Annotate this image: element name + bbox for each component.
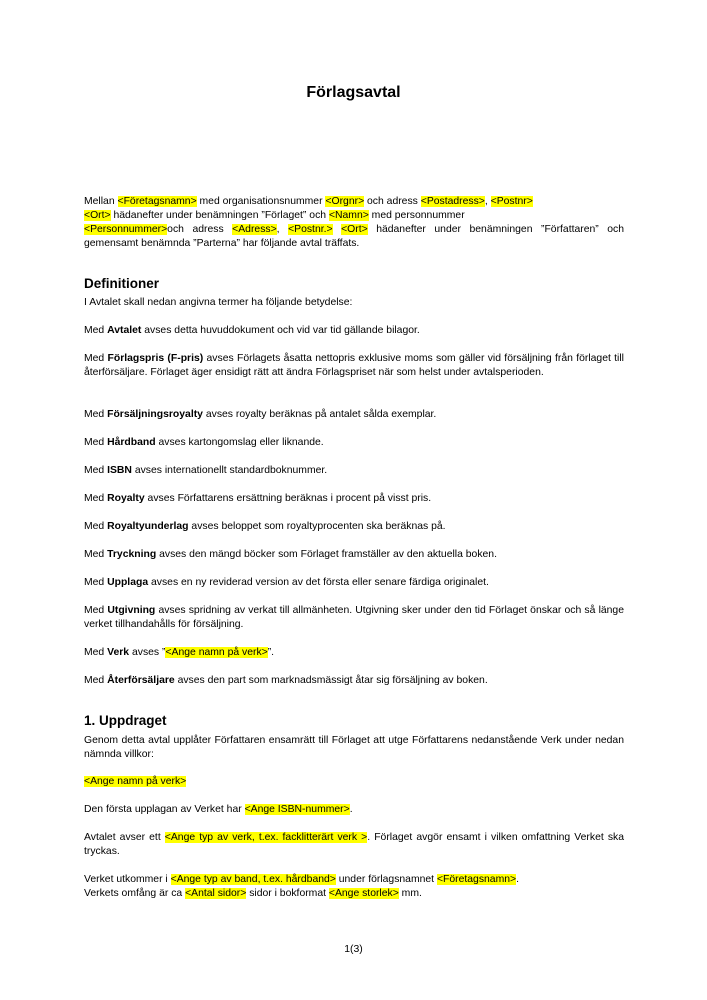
- placeholder-verk-type: <Ange typ av verk, t.ex. facklitterärt verk >: [164, 832, 368, 843]
- definition-text: avses den part som marknadsmässigt åtar sig försäljning av boken.: [174, 675, 488, 686]
- section1-paragraph: Genom detta avtal upplåter Författaren ensamrätt till Förlaget att utge Författarens nedanstående Verk under nedan nämnda villkor:: [84, 735, 624, 760]
- placeholder-adress: <Adress>: [232, 223, 277, 235]
- intro-text: Mellan: [84, 196, 118, 207]
- definition-pre: Med: [84, 675, 108, 686]
- section1-format-paragraph: [84, 873, 624, 901]
- definition-text: avses beloppet som royaltyprocenten ska beräknas på.: [188, 521, 446, 532]
- section1-text: .: [349, 804, 353, 815]
- definition-pre: Med: [84, 549, 108, 560]
- section1-type-paragraph: [84, 831, 624, 859]
- definition-item: [84, 604, 624, 632]
- definition-pre: Med: [84, 577, 108, 588]
- definition-text: avses Författarens ersättning beräknas i procent på visst pris.: [144, 493, 432, 504]
- intro-text: och adress: [364, 196, 421, 207]
- definition-item: [84, 520, 624, 534]
- definition-pre: Med: [84, 353, 108, 364]
- placeholder-verk-name: <Ange namn på verk>: [165, 647, 268, 658]
- definition-pre: Med: [84, 605, 108, 616]
- definition-term: Verk: [107, 647, 130, 658]
- definition-item: [84, 436, 624, 450]
- placeholder-ort2: <Ort>: [341, 223, 368, 235]
- definition-item-verk: [84, 646, 624, 660]
- definition-item: [84, 576, 624, 590]
- definition-text: avses Förlagets åsatta nettopris exklusive moms som gäller vid försäljning från förlaget till återförsäljare. Förlaget äger ensidigt rätt att ändra Förlagspriset när som helst under avtalsperioden.: [84, 353, 624, 378]
- definition-pre: Med: [84, 521, 108, 532]
- definition-text: avses internationellt standardboknummer.: [131, 465, 328, 476]
- section1-text: . Förlaget avgör ensamt i vilken omfattning Verket ska tryckas.: [84, 832, 625, 857]
- definition-text: avses detta huvuddokument och vid var tid gällande bilagor.: [141, 325, 420, 336]
- placeholder-personnummer: <Personnummer>: [84, 223, 168, 235]
- definition-pre: Med: [84, 465, 108, 476]
- definition-pre: Med: [84, 325, 108, 336]
- section1-text: .: [516, 874, 519, 885]
- definition-text: avses en ny reviderad version av det första eller senare färdiga originalet.: [148, 577, 489, 588]
- definition-term: Återförsäljare: [107, 675, 175, 686]
- definition-item: [84, 464, 624, 478]
- placeholder-orgnr: <Orgnr>: [325, 196, 365, 207]
- definition-term: ISBN: [107, 465, 132, 476]
- definition-item: [84, 548, 624, 562]
- placeholder-company: <Företagsnamn>: [436, 874, 517, 885]
- definition-text: avses ”: [129, 647, 166, 658]
- definition-pre: Med: [84, 409, 108, 420]
- intro-text: ,: [484, 196, 491, 207]
- section1-verk-line: [84, 775, 624, 789]
- intro-text: hädanefter under benämningen ”Förlaget” och: [110, 209, 329, 221]
- definition-text: avses spridning av verkat till allmänheten. Utgivning sker under den tid Förlaget önskar och så länge verket tillhandahålls för försäljning.: [84, 605, 624, 630]
- definition-item-aterforsaljare: [84, 674, 624, 688]
- definition-text: avses den mängd böcker som Förlaget framställer av den aktuella boken.: [156, 549, 497, 560]
- definition-term: Tryckning: [107, 549, 157, 560]
- placeholder-storlek: <Ange storlek>: [328, 887, 399, 899]
- placeholder-namn: <Namn>: [328, 209, 369, 221]
- intro-text: med organisationsnummer: [196, 196, 326, 207]
- section1-text: sidor i bokformat: [246, 887, 329, 899]
- definition-term: Avtalet: [107, 325, 142, 336]
- definition-text: avses royalty beräknas på antalet sålda exemplar.: [202, 409, 437, 420]
- definition-term: Royaltyunderlag: [107, 521, 189, 532]
- definition-term: Utgivning: [107, 605, 156, 616]
- placeholder-band-type: <Ange typ av band, t.ex. hårdband>: [170, 874, 336, 885]
- section1-text: Verkets omfång är ca: [84, 887, 186, 899]
- definition-term: Försäljningsroyalty: [107, 409, 203, 420]
- section1-text: under förlagsnamnet: [335, 874, 437, 885]
- intro-text: med personnummer: [368, 209, 465, 221]
- section-heading-uppdraget: 1. Uppdraget: [84, 713, 167, 728]
- definition-item: [84, 352, 624, 380]
- definition-term: Royalty: [107, 493, 145, 504]
- placeholder-postnr: <Postnr>: [490, 196, 533, 207]
- definition-term: Förlagspris (F-pris): [107, 353, 204, 364]
- definition-pre: Med: [84, 647, 108, 658]
- definition-item: [84, 492, 624, 506]
- definition-item: [84, 408, 624, 422]
- definition-term: Upplaga: [107, 577, 149, 588]
- intro-paragraph: [84, 195, 624, 251]
- definition-term: Hårdband: [107, 437, 156, 448]
- placeholder-isbn: <Ange ISBN-nummer>: [244, 804, 350, 815]
- section1-isbn-paragraph: [84, 803, 624, 817]
- section1-text: Verket utkommer i: [84, 874, 171, 885]
- definitions-lead: I Avtalet skall nedan angivna termer ha följande betydelse:: [84, 297, 353, 308]
- placeholder-ort: <Ort>: [84, 209, 111, 221]
- placeholder-company: <Företagsnamn>: [117, 196, 197, 207]
- definition-pre: Med: [84, 437, 108, 448]
- placeholder-antal-sidor: <Antal sidor>: [185, 887, 247, 899]
- definition-item: [84, 324, 624, 338]
- placeholder-verk-name: <Ange namn på verk>: [84, 776, 187, 787]
- section1-text: mm.: [398, 887, 422, 899]
- section1-text: Avtalet avser ett: [84, 832, 165, 843]
- page-number: 1(3): [344, 944, 363, 955]
- placeholder-postnr2: <Postnr.>: [288, 223, 333, 235]
- placeholder-postadress: <Postadress>: [420, 196, 485, 207]
- definition-text: ”.: [267, 647, 275, 658]
- intro-text: [333, 224, 342, 235]
- document-title: Förlagsavtal: [306, 84, 401, 101]
- intro-text: och adress: [167, 223, 233, 235]
- intro-text: hädanefter under benämningen ”Författaren” och gemensamt benämnda ”Parterna” har följande avtal träffats.: [84, 223, 625, 249]
- definition-pre: Med: [84, 493, 108, 504]
- section1-text: Den första upplagan av Verket har: [84, 804, 245, 815]
- definition-text: avses kartongomslag eller liknande.: [155, 437, 324, 448]
- intro-text: ,: [276, 223, 289, 235]
- definitions-heading: Definitioner: [84, 276, 160, 291]
